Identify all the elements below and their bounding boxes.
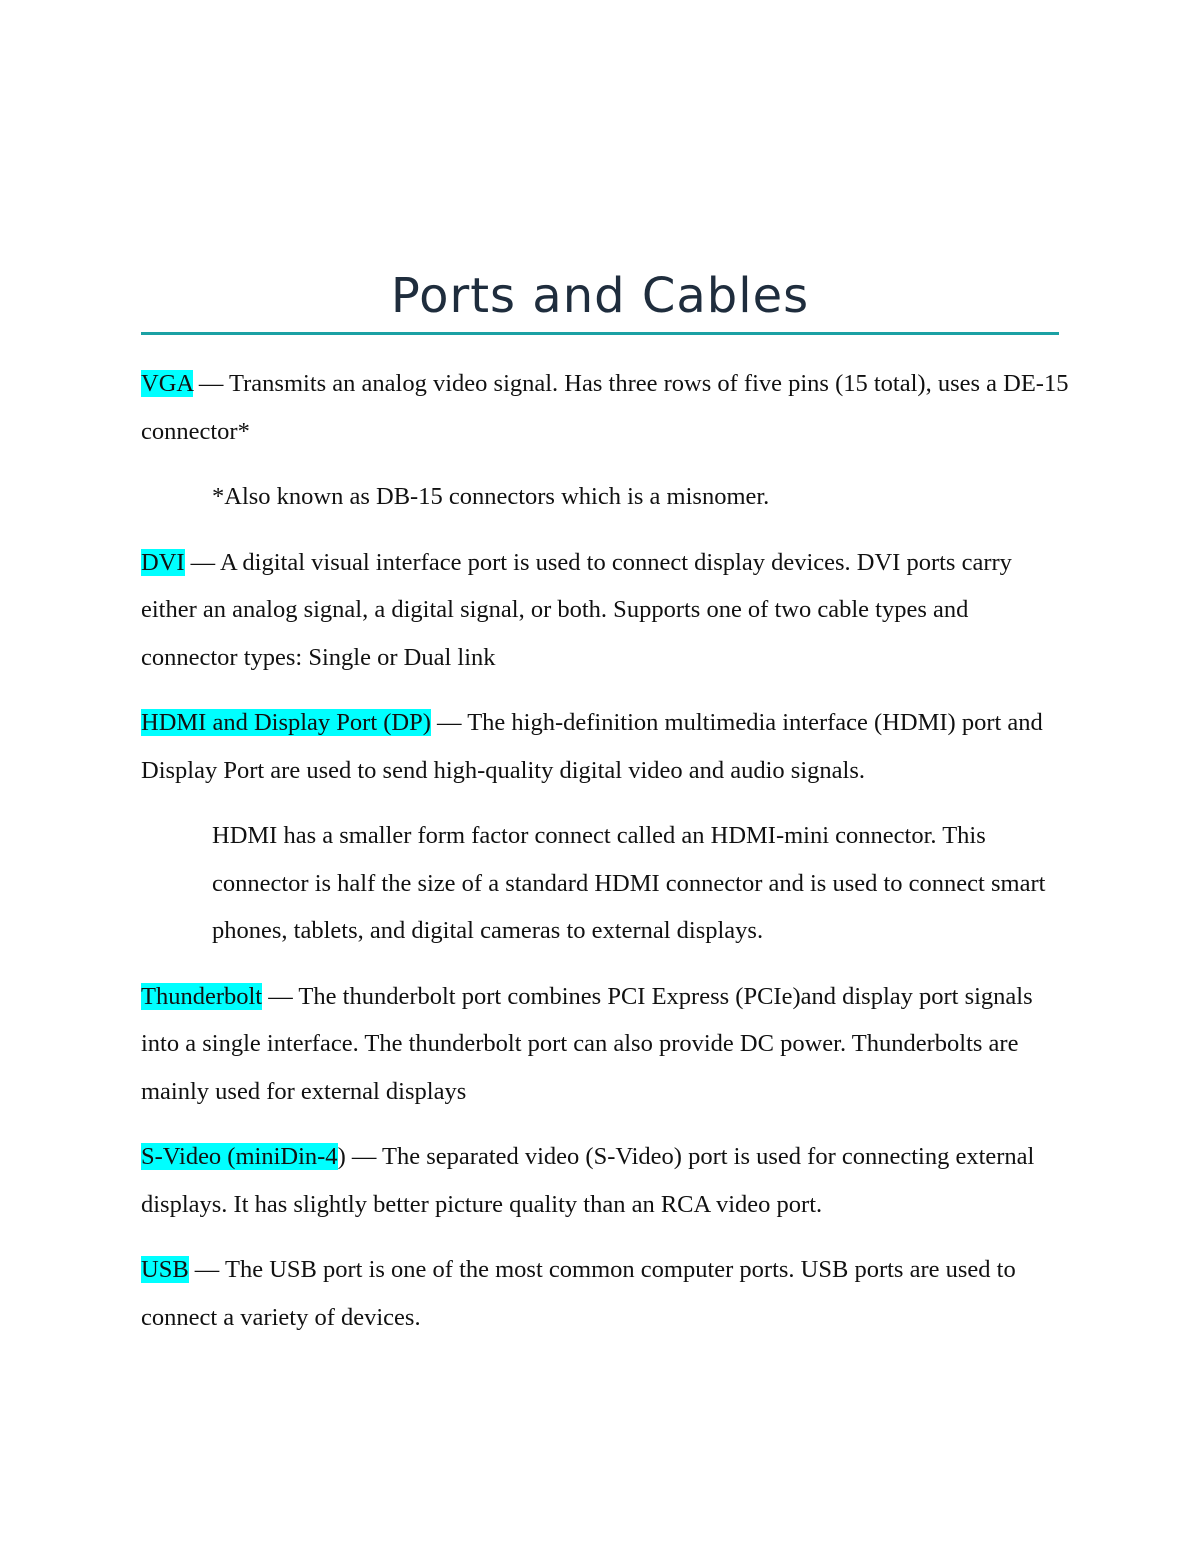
highlighted-term-s-video: S-Video (miniDin-4 <box>141 1143 338 1170</box>
highlighted-term-hdmi-dp: HDMI and Display Port (DP) <box>141 709 431 736</box>
closing-paren: ) <box>337 1143 346 1170</box>
note-text: HDMI has a smaller form factor connect called an HDMI-mini connector. This connector is half the size of a standard HDMI connector and is used to connect smart phones, tablets, and digital cameras to external displays. <box>212 822 1046 944</box>
paragraph-text: — The USB port is one of the most common computer ports. USB ports are used to connect a variety of devices. <box>141 1256 1016 1331</box>
paragraph-text: — A digital visual interface port is used to connect display devices. DVI ports carry either an analog signal, a digital signal, or both. Supports one of two cable types and connector types: Single or Dual link <box>141 548 1012 671</box>
paragraph-text: — The high-definition multimedia interface (HDMI) port and Display Port are used to send high-quality digital video and audio signals. <box>141 709 1043 784</box>
paragraph-s-video <box>141 1133 1071 1228</box>
paragraph-dvi <box>141 539 1071 682</box>
paragraph-vga <box>141 360 1071 455</box>
note-text: *Also known as DB-15 connectors which is a misnomer. <box>212 483 770 510</box>
document-body <box>141 360 1071 1359</box>
paragraph-text: — The separated video (S-Video) port is used for connecting external displays. It has slightly better picture quality than an RCA video port. <box>141 1143 1035 1218</box>
highlighted-term-usb: USB <box>141 1256 189 1283</box>
highlighted-term-dvi: DVI <box>141 548 185 576</box>
title-underline <box>141 332 1059 335</box>
paragraph-note-db15 <box>141 473 1071 521</box>
paragraph-note-hdmi-mini <box>141 812 1071 955</box>
paragraph-thunderbolt <box>141 973 1071 1116</box>
paragraph-text: — Transmits an analog video signal. Has three rows of five pins (15 total), uses a DE-15 connector* <box>141 370 1069 445</box>
page-title: Ports and Cables <box>390 268 810 324</box>
paragraph-usb <box>141 1246 1071 1341</box>
highlighted-term-vga: VGA <box>141 370 193 397</box>
paragraph-text: — The thunderbolt port combines PCI Express (PCIe)and display port signals into a single interface. The thunderbolt port can also provide DC power. Thunderbolts are mainly used for external displays <box>141 982 1033 1105</box>
highlighted-term-thunderbolt: Thunderbolt <box>141 982 263 1010</box>
paragraph-hdmi-dp <box>141 699 1071 794</box>
